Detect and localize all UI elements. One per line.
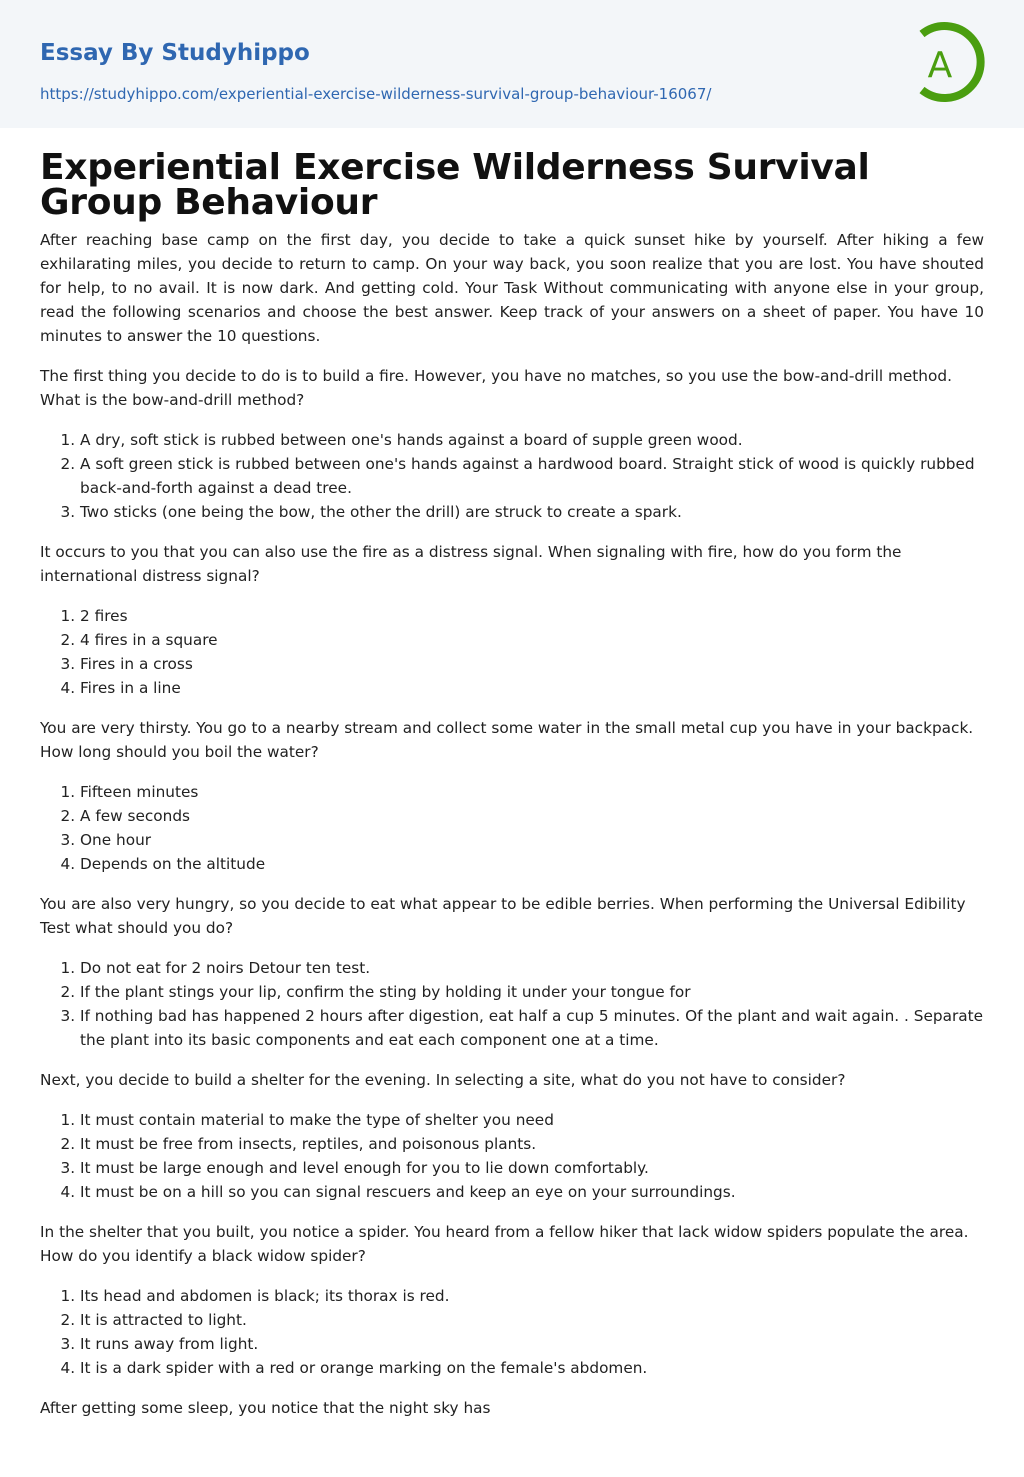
question-text: The first thing you decide to do is to build a fire. However, you have no matches, so you use the bow-and-drill method. What is the bow-and-drill method? [40, 367, 952, 409]
brand-title: Essay By Studyhippo [40, 40, 310, 66]
outro-paragraph: After getting some sleep, you notice that the night sky has [40, 1399, 491, 1417]
answer-option: 2. It must be free from insects, reptiles, and poisonous plants. [80, 1132, 984, 1156]
answer-option: 1. It must contain material to make the type of shelter you need [80, 1108, 984, 1132]
site-header [0, 0, 1024, 128]
answer-options-list [80, 1108, 984, 1204]
answer-option: 3. Fires in a cross [80, 652, 984, 676]
question-text: In the shelter that you built, you notice a spider. You heard from a fellow hiker that lack widow spiders populate the area. How do you identify a black widow spider? [40, 1223, 969, 1265]
studyhippo-logo-icon[interactable] [912, 20, 986, 104]
answer-option: 2. It is attracted to light. [80, 1308, 984, 1332]
answer-option: 3. It runs away from light. [80, 1332, 984, 1356]
question-text: You are very thirsty. You go to a nearby stream and collect some water in the small metal cup you have in your backpack. How long should you boil the water? [40, 719, 974, 761]
answer-options-list [80, 956, 984, 1052]
answer-option: 4. Fires in a line [80, 676, 984, 700]
essay-url-link[interactable]: https://studyhippo.com/experiential-exercise-wilderness-survival-group-behaviour-16067/ [40, 85, 712, 103]
answer-options-list [80, 428, 984, 524]
answer-option: 1. 2 fires [80, 604, 984, 628]
answer-option: 1. Fifteen minutes [80, 780, 984, 804]
answer-option: 4. Depends on the altitude [80, 852, 984, 876]
page-title: Experiential Exercise Wilderness Survival Group Behaviour [40, 147, 870, 223]
essay-body [40, 228, 984, 1436]
answer-option: 1. Its head and abdomen is black; its thorax is red. [80, 1284, 984, 1308]
answer-option: 1. Do not eat for 2 noirs Detour ten test. [80, 956, 984, 980]
answer-options-list [80, 1284, 984, 1380]
answer-option: 4. It is a dark spider with a red or orange marking on the female's abdomen. [80, 1356, 984, 1380]
answer-option: 3. It must be large enough and level enough for you to lie down comfortably. [80, 1156, 984, 1180]
answer-options-list [80, 604, 984, 700]
answer-option: 4. It must be on a hill so you can signal rescuers and keep an eye on your surroundings. [80, 1180, 984, 1204]
answer-option: 2. If the plant stings your lip, confirm the sting by holding it under your tongue for [80, 980, 984, 1004]
question-text: Next, you decide to build a shelter for the evening. In selecting a site, what do you not have to consider? [40, 1071, 846, 1089]
answer-options-list [80, 780, 984, 876]
answer-option: 2. A soft green stick is rubbed between one's hands against a hardwood board. Straight stick of wood is quickly rubbed back-and-forth against a dead tree. [80, 452, 984, 500]
intro-paragraph: After reaching base camp on the first day, you decide to take a quick sunset hike by yourself. After hiking a few exhilarating miles, you decide to return to camp. On your way back, you soon realize that you are lost. You have shouted for help, to no avail. It is now dark. And getting cold. Your Task Without communicating with anyone else in your group, read the following scenarios and choose the best answer. Keep track of your answers on a sheet of paper. You have 10 minutes to answer the 10 questions. [40, 231, 984, 345]
answer-option: 3. Two sticks (one being the bow, the other the drill) are struck to create a spark. [80, 500, 984, 524]
answer-option: 3. If nothing bad has happened 2 hours after digestion, eat half a cup 5 minutes. Of the plant and wait again. . Separate the plant into its basic components and eat each component one at a time. [80, 1004, 984, 1052]
answer-option: 3. One hour [80, 828, 984, 852]
answer-option: 2. A few seconds [80, 804, 984, 828]
question-text: You are also very hungry, so you decide to eat what appear to be edible berries. When performing the Universal Edibility Test what should you do? [40, 895, 966, 937]
answer-option: 1. A dry, soft stick is rubbed between one's hands against a board of supple green wood. [80, 428, 984, 452]
question-text: It occurs to you that you can also use the fire as a distress signal. When signaling with fire, how do you form the international distress signal? [40, 543, 902, 585]
logo-letter: A [927, 45, 953, 86]
answer-option: 2. 4 fires in a square [80, 628, 984, 652]
